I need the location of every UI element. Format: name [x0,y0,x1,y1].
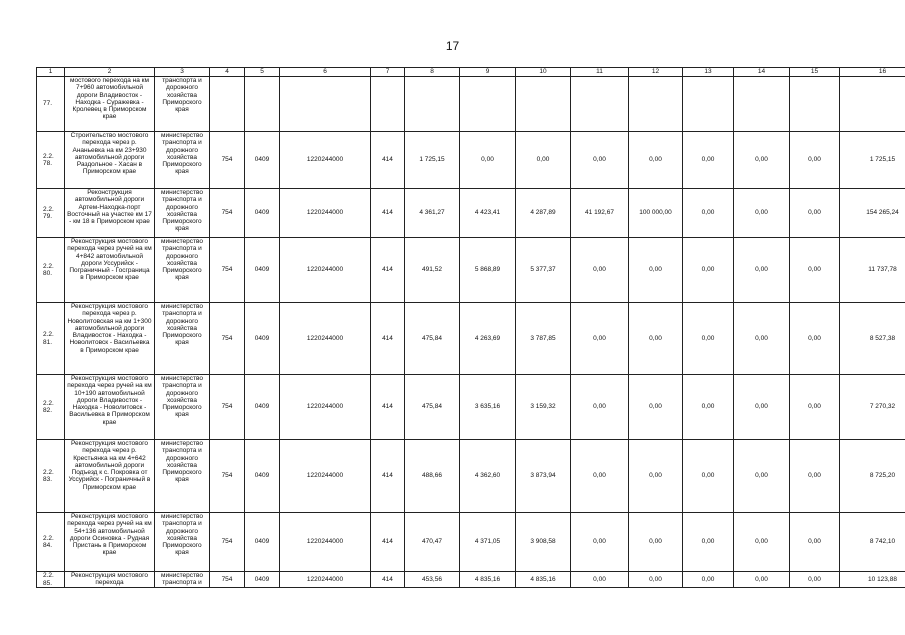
cell-col12: 0,00 [629,440,683,513]
responsible-agency: министерство транспорта и дорожного хозяйства Приморского края [155,303,210,375]
row-number: 2.2. 85. [37,572,65,588]
row-number: 2.2. 82. [37,375,65,440]
responsible-agency: транспорта и дорожного хозяйства Приморского края [155,77,210,132]
cell-col11: 0,00 [571,513,629,572]
cell-col11: 0,00 [571,375,629,440]
cell-col10: 3 159,32 [516,375,571,440]
cell-col15 [790,77,840,132]
cell-col5 [245,77,280,132]
cell-col9: 5 868,89 [460,238,516,303]
cell-col13: 0,00 [683,238,734,303]
cell-col7: 414 [371,132,405,189]
cell-col6: 1220244000 [280,238,371,303]
cell-col10: 4 287,89 [516,189,571,238]
responsible-agency: министерство транспорта и дорожного хозяйства Приморского края [155,440,210,513]
page-number: 17 [445,39,460,53]
column-number: 12 [629,68,683,77]
cell-col5: 0409 [245,375,280,440]
cell-col12 [629,77,683,132]
cell-col15: 0,00 [790,132,840,189]
cell-col5: 0409 [245,238,280,303]
cell-col9: 3 635,16 [460,375,516,440]
column-number: 9 [460,68,516,77]
column-number: 1 [37,68,65,77]
row-number: 77. [37,77,65,132]
cell-col15: 0,00 [790,238,840,303]
cell-col14: 0,00 [734,375,790,440]
cell-col14: 0,00 [734,189,790,238]
cell-col13: 0,00 [683,440,734,513]
responsible-agency: министерство транспорта и дорожного хозяйства Приморского края [155,189,210,238]
cell-col6: 1220244000 [280,572,371,588]
cell-col7: 414 [371,375,405,440]
cell-col7: 414 [371,238,405,303]
cell-col4: 754 [210,189,245,238]
table-row [37,77,905,132]
object-description: Реконструкция автомобильной дороги Артем-Находка-порт Восточный на участке км 17 - км 18 в Приморском крае [65,189,155,238]
column-number: 10 [516,68,571,77]
cell-col16: 10 123,88 [840,572,905,588]
cell-col4: 754 [210,132,245,189]
cell-col14 [734,77,790,132]
cell-col11: 0,00 [571,132,629,189]
cell-col6 [280,77,371,132]
cell-col5: 0409 [245,132,280,189]
cell-col15: 0,00 [790,189,840,238]
column-number: 16 [840,68,905,77]
cell-col10: 5 377,37 [516,238,571,303]
cell-col5: 0409 [245,303,280,375]
responsible-agency: министерство транспорта и дорожного хозяйства Приморского края [155,375,210,440]
cell-col12: 0,00 [629,375,683,440]
responsible-agency: министерство транспорта и [155,572,210,588]
cell-col15: 0,00 [790,513,840,572]
column-number: 3 [155,68,210,77]
cell-col16: 8 527,38 [840,303,905,375]
cell-col14: 0,00 [734,572,790,588]
object-description: Реконструкция мостового перехода через р. Новолитовская на км 1+300 автомобильной дороги Владивосток - Находка - Новолитовск - Васильевка в Приморском крае [65,303,155,375]
cell-col11: 0,00 [571,440,629,513]
cell-col16: 154 265,24 [840,189,905,238]
cell-col11 [571,77,629,132]
cell-col14: 0,00 [734,132,790,189]
cell-col10: 3 908,58 [516,513,571,572]
cell-col4: 754 [210,572,245,588]
cell-col10 [516,77,571,132]
cell-col5: 0409 [245,572,280,588]
cell-col9: 4 263,69 [460,303,516,375]
row-number: 2.2. 79. [37,189,65,238]
table-row [37,375,905,440]
cell-col13 [683,77,734,132]
cell-col7: 414 [371,189,405,238]
cell-col14: 0,00 [734,303,790,375]
cell-col5: 0409 [245,189,280,238]
cell-col15: 0,00 [790,572,840,588]
column-number: 7 [371,68,405,77]
cell-col8: 1 725,15 [405,132,460,189]
cell-col13: 0,00 [683,189,734,238]
cell-col15: 0,00 [790,440,840,513]
table-row [37,440,905,513]
table-row [37,303,905,375]
table-body [37,68,905,588]
cell-col7 [371,77,405,132]
cell-col16 [840,77,905,132]
column-number: 6 [280,68,371,77]
column-number: 13 [683,68,734,77]
column-number: 15 [790,68,840,77]
cell-col16: 8 725,20 [840,440,905,513]
cell-col10: 3 787,85 [516,303,571,375]
cell-col6: 1220244000 [280,132,371,189]
cell-col15: 0,00 [790,303,840,375]
cell-col14: 0,00 [734,440,790,513]
cell-col9: 4 371,05 [460,513,516,572]
object-description: Реконструкция мостового перехода через р. Крестьянка на км 4+642 автомобильной дороги Подъезд к с. Покровка от Уссурийск - Пограничный в Приморском крае [65,440,155,513]
cell-col6: 1220244000 [280,375,371,440]
cell-col4: 754 [210,238,245,303]
column-number: 2 [65,68,155,77]
cell-col4: 754 [210,513,245,572]
cell-col4: 754 [210,440,245,513]
cell-col15: 0,00 [790,375,840,440]
cell-col12: 0,00 [629,303,683,375]
cell-col16: 8 742,10 [840,513,905,572]
table-row [37,513,905,572]
cell-col10: 0,00 [516,132,571,189]
row-number: 2.2. 84. [37,513,65,572]
cell-col4: 754 [210,375,245,440]
responsible-agency: министерство транспорта и дорожного хозяйства Приморского края [155,238,210,303]
cell-col13: 0,00 [683,132,734,189]
cell-col13: 0,00 [683,513,734,572]
column-number: 8 [405,68,460,77]
cell-col6: 1220244000 [280,513,371,572]
cell-col9: 0,00 [460,132,516,189]
cell-col12: 0,00 [629,513,683,572]
column-number-row [37,68,905,77]
table-row [37,189,905,238]
cell-col16: 11 737,78 [840,238,905,303]
cell-col4: 754 [210,303,245,375]
cell-col8: 470,47 [405,513,460,572]
object-description: Реконструкция мостового перехода через ручей на км 54+136 автомобильной дороги Осиновка - Рудная Пристань в Приморском крае [65,513,155,572]
cell-col4 [210,77,245,132]
cell-col8: 453,56 [405,572,460,588]
table-row [37,572,905,588]
cell-col9: 4 362,60 [460,440,516,513]
cell-col12: 0,00 [629,132,683,189]
cell-col8: 4 361,27 [405,189,460,238]
column-number: 4 [210,68,245,77]
object-description: Реконструкция мостового перехода через ручей на км 10+190 автомобильной дороги Владивосток - Находка - Новолитовск - Васильевка в Приморском крае [65,375,155,440]
cell-col12: 0,00 [629,238,683,303]
row-number: 2.2. 80. [37,238,65,303]
cell-col12: 0,00 [629,572,683,588]
cell-col9: 4 835,16 [460,572,516,588]
cell-col5: 0409 [245,513,280,572]
object-description: Строительство мостового перехода через р. Ананьевка на км 23+930 автомобильной дороги Раздольное - Хасан в Приморском крае [65,132,155,189]
column-number: 5 [245,68,280,77]
cell-col10: 3 873,94 [516,440,571,513]
cell-col7: 414 [371,572,405,588]
cell-col14: 0,00 [734,513,790,572]
cell-col8: 475,84 [405,303,460,375]
cell-col10: 4 835,16 [516,572,571,588]
object-description: Реконструкция мостового перехода [65,572,155,588]
cell-col11: 41 192,67 [571,189,629,238]
cell-col16: 7 270,32 [840,375,905,440]
cell-col8: 491,52 [405,238,460,303]
column-number: 11 [571,68,629,77]
cell-col11: 0,00 [571,572,629,588]
cell-col13: 0,00 [683,303,734,375]
cell-col8: 488,66 [405,440,460,513]
cell-col7: 414 [371,513,405,572]
cell-col6: 1220244000 [280,189,371,238]
cell-col8: 475,84 [405,375,460,440]
cell-col13: 0,00 [683,375,734,440]
cell-col9: 4 423,41 [460,189,516,238]
cell-col5: 0409 [245,440,280,513]
cell-col6: 1220244000 [280,303,371,375]
cell-col7: 414 [371,440,405,513]
row-number: 2.2. 83. [37,440,65,513]
cell-col14: 0,00 [734,238,790,303]
cell-col11: 0,00 [571,238,629,303]
row-number: 2.2. 81. [37,303,65,375]
table-row [37,238,905,303]
cell-col6: 1220244000 [280,440,371,513]
cell-col16: 1 725,15 [840,132,905,189]
cell-col12: 100 000,00 [629,189,683,238]
cell-col11: 0,00 [571,303,629,375]
budget-table [36,67,905,588]
responsible-agency: министерство транспорта и дорожного хозяйства Приморского края [155,132,210,189]
row-number: 2.2. 78. [37,132,65,189]
object-description: мостового перехода на км 7+960 автомобильной дороги Владивосток - Находка - Суражевка - Кролевец в Приморском крае [65,77,155,132]
object-description: Реконструкция мостового перехода через ручей на км 4+842 автомобильной дороги Уссурийск - Пограничный - Госграница в Приморском крае [65,238,155,303]
table-row [37,132,905,189]
column-number: 14 [734,68,790,77]
cell-col8 [405,77,460,132]
responsible-agency: министерство транспорта и дорожного хозяйства Приморского края [155,513,210,572]
cell-col7: 414 [371,303,405,375]
cell-col9 [460,77,516,132]
cell-col13: 0,00 [683,572,734,588]
